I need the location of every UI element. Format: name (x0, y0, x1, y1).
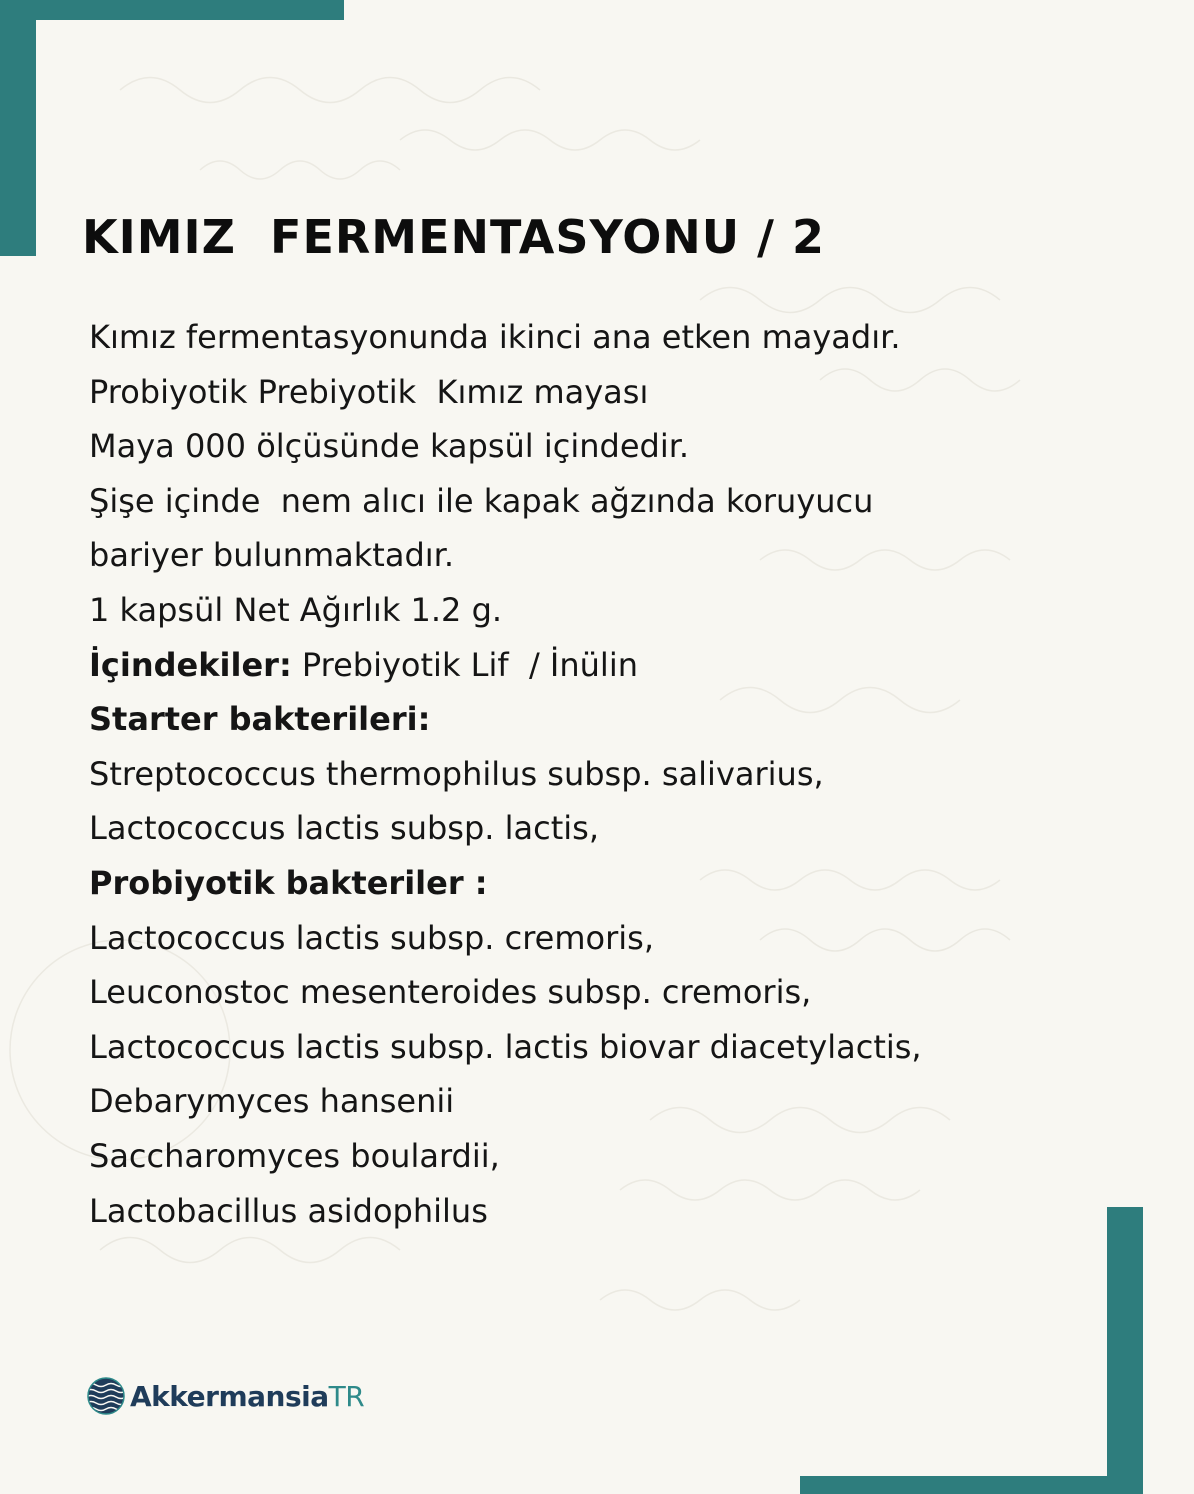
ingredients-label: İçindekiler: (89, 645, 292, 684)
probiotic-item: Lactococcus lactis subsp. cremoris, (89, 918, 654, 957)
probiotic-item: Lactococcus lactis subsp. lactis biovar diacetylactis, (89, 1027, 922, 1066)
globe-wave-icon (86, 1376, 126, 1416)
brand-logo (86, 1376, 364, 1416)
paragraph-line: 1 kapsül Net Ağırlık 1.2 g. (89, 590, 503, 629)
probiotic-item: Saccharomyces boulardii, (89, 1136, 500, 1175)
ingredients-line (89, 638, 1129, 693)
starter-item: Lactococcus lactis subsp. lactis, (89, 809, 599, 848)
frame-corner-bottom-right-vertical (1107, 1207, 1143, 1494)
brand-suffix: TR (328, 1379, 365, 1413)
brand-name: Akkermansia (130, 1379, 329, 1413)
ingredients-value: Prebiyotik Lif / İnülin (291, 645, 638, 684)
paragraph-line: Kımız fermentasyonunda ikinci ana etken mayadır. (89, 318, 901, 356)
page-title: KIMIZ FERMENTASYONU / 2 (82, 210, 825, 264)
starter-item: Streptococcus thermophilus subsp. salivarius, (89, 754, 824, 793)
probiotic-heading: Probiyotik bakteriler : (89, 863, 488, 902)
paragraph-line: Şişe içinde nem alıcı ile kapak ağzında koruyucu (89, 481, 874, 520)
probiotic-item: Leuconostoc mesenteroides subsp. cremoris, (89, 973, 812, 1012)
paragraph-line: Probiyotik Prebiyotik Kımız mayası (89, 372, 649, 411)
frame-corner-top-left-horizontal (0, 0, 344, 20)
probiotic-item: Lactobacillus asidophilus (89, 1191, 488, 1230)
probiotic-item: Debarymyces hansenii (89, 1082, 455, 1121)
content-body (89, 310, 1129, 1238)
paragraph-line: bariyer bulunmaktadır. (89, 536, 455, 575)
frame-corner-bottom-right-horizontal (800, 1476, 1143, 1494)
starter-heading: Starter bakterileri: (89, 700, 431, 739)
frame-corner-top-left-vertical (0, 0, 36, 256)
paragraph-line: Maya 000 ölçüsünde kapsül içindedir. (89, 427, 690, 466)
